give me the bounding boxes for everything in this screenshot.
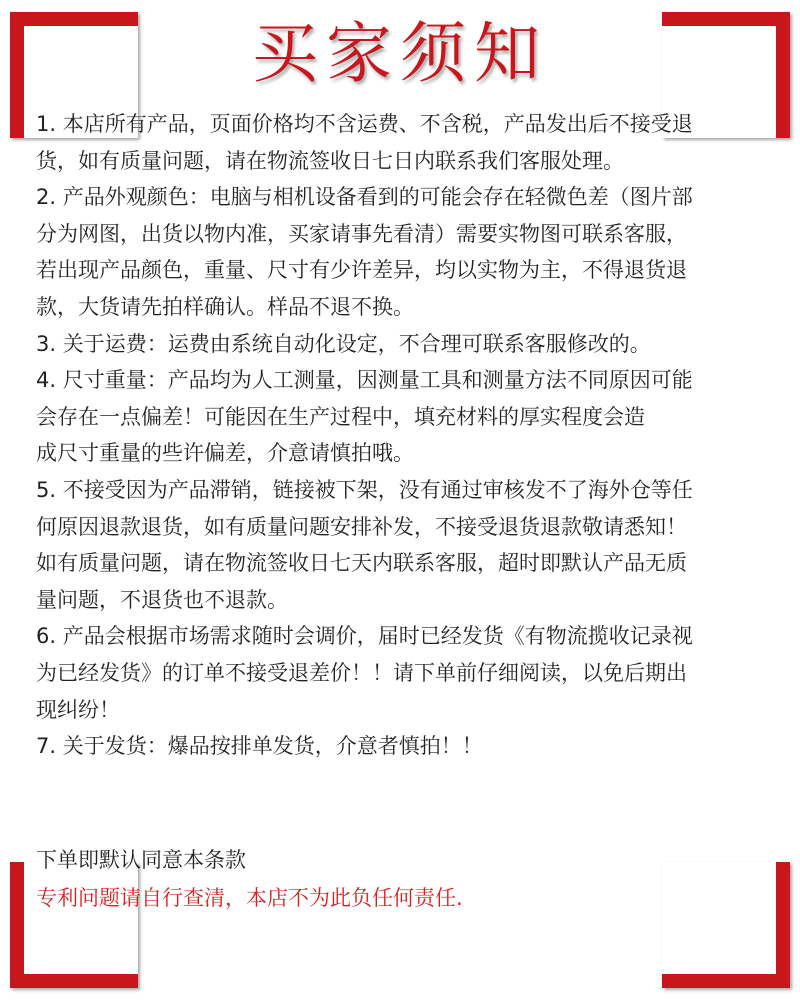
agreement-statement: 下单即默认同意本条款: [36, 848, 246, 872]
patent-notice: 专利问题请自行查清，本店不为此负任何责任.: [36, 886, 463, 910]
page-title: 买家须知: [252, 15, 548, 92]
notice-item-6: 6. 产品会根据市场需求随时会调价，届时已经发货《有物流揽收记录视 为已经发货》的订单不接受退差价！！请下单前仔细阅读，以免后期出 现纠纷！: [36, 624, 693, 722]
notice-item-1: 1. 本店所有产品，页面价格均不含运费、不含税，产品发出后不接受退 货，如有质量问题，请在物流签收日七日内联系我们客服处理。: [36, 112, 693, 173]
notice-item-3: 3. 关于运费：运费由系统自动化设定，不合理可联系客服修改的。: [36, 331, 651, 356]
notice-item-5: 5. 不接受因为产品滞销，链接被下架，没有通过审核发不了海外仓等任 何原因退款退货，如有质量问题安排补发，不接受退货退款敬请悉知！ 如有质量问题，请在物流签收日七天内联系客服，超时即默认产品无质 量问题，不退货也不退款。: [36, 477, 693, 612]
notice-item-4: 4. 尺寸重量：产品均为人工测量，因测量工具和测量方法不同原因可能 会存在一点偏差！可能因在生产过程中，填充材料的厚实程度会造 成尺寸重量的些许偏差，介意请慎拍哦。: [36, 368, 693, 466]
notice-list: [36, 106, 768, 765]
notice-item-2: 2. 产品外观颜色：电脑与相机设备看到的可能会存在轻微色差（图片部 分为网图，出货以物内准，买家请事先看清）需要实物图可联系客服， 若出现产品颜色，重量、尺寸有少许差异，均以实物为主，不得退货退 款，大货请先拍样确认。样品不退不换。: [36, 185, 693, 319]
notice-item-7: 7. 关于发货：爆品按排单发货，介意者慎拍！！: [36, 734, 483, 759]
